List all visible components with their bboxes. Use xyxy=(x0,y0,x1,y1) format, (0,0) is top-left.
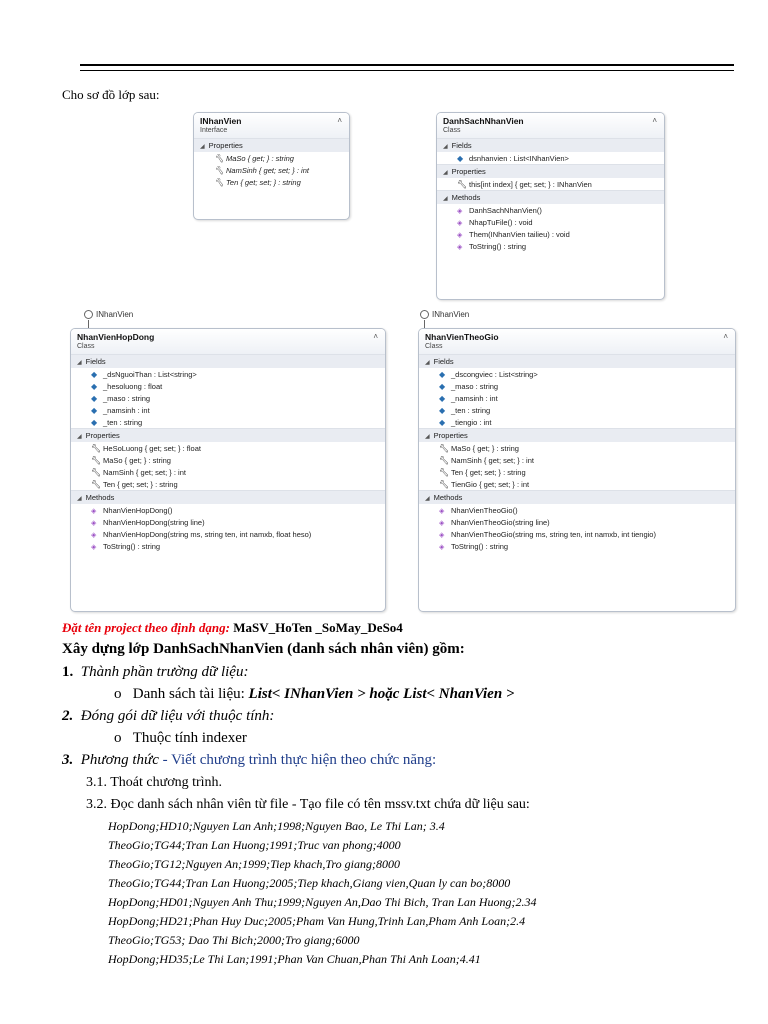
data-line: HopDong;HD35;Le Thi Lan;1991;Phan Van Chuan,Phan Thi Anh Loan;4.41 xyxy=(108,952,481,966)
field-icon: ◆ xyxy=(439,405,446,415)
property-row: 🔧︎ MaSo { get; } : string xyxy=(439,443,519,453)
method-row: ◈ Them(INhanVien tailieu) : void xyxy=(457,229,570,239)
section-methods: ◢ Methods xyxy=(71,490,385,504)
box-header xyxy=(194,113,349,138)
box-header xyxy=(71,329,385,354)
section-properties: ◢ Properties xyxy=(194,138,349,152)
interface-lollipop-left: INhanVien xyxy=(84,310,133,319)
method-row: ◈ NhanVienTheoGio() xyxy=(439,505,518,515)
field-icon: ◆ xyxy=(91,369,98,379)
box-kind: Class xyxy=(425,343,443,350)
property-row: 🔧︎ MaSo { get; } : string xyxy=(214,153,294,163)
property-row: 🔧︎ this[int index] { get; set; } : INhanVien xyxy=(457,179,592,189)
data-line: TheoGio;TG44;Tran Lan Huong;2005;Tiep khach,Giang vien,Quan ly can bo;8000 xyxy=(108,876,511,890)
property-row: 🔧︎ MaSo { get; } : string xyxy=(91,455,171,465)
triangle-icon: ◢ xyxy=(443,170,448,176)
project-name-line xyxy=(62,620,403,636)
field-row: ◆ _namsinh : int xyxy=(439,393,498,403)
collapse-icon: ˄ xyxy=(337,116,342,125)
item-3 xyxy=(62,752,436,769)
data-line: HopDong;HD21;Phan Huy Duc;2005;Pham Van Hung,Trinh Lan,Pham Anh Loan;2.4 xyxy=(108,914,526,928)
field-row: ◆ _maso : string xyxy=(439,381,499,391)
box-kind: Interface xyxy=(200,127,228,134)
wrench-icon: 🔧︎ xyxy=(91,443,102,453)
triangle-icon: ◢ xyxy=(77,434,82,440)
wrench-icon: 🔧︎ xyxy=(91,479,102,489)
triangle-icon: ◢ xyxy=(200,144,205,150)
field-icon: ◆ xyxy=(91,417,98,427)
box-title: NhanVienHopDong xyxy=(77,332,155,342)
property-row: 🔧︎ NamSinh { get; set; } : int xyxy=(214,165,309,175)
method-row: ◈ ToString() : string xyxy=(91,541,161,551)
item-1-bullet: o Danh sách tài liệu: List< INhanVien > hoặc List< NhanVien > xyxy=(114,686,515,702)
method-icon: ◈ xyxy=(91,531,97,539)
field-row: ◆ _maso : string xyxy=(91,393,151,403)
method-icon: ◈ xyxy=(457,231,463,239)
property-row: 🔧︎ Ten { get; set; } : string xyxy=(214,177,301,187)
item-2-bullet: o Thuộc tính indexer xyxy=(114,730,247,746)
class-box-danhsachnhanvien xyxy=(436,112,665,300)
project-label: Đặt tên project theo định dạng: xyxy=(62,620,230,635)
wrench-icon: 🔧︎ xyxy=(91,455,102,465)
field-icon: ◆ xyxy=(91,405,98,415)
triangle-icon: ◢ xyxy=(443,196,448,202)
field-icon: ◆ xyxy=(91,381,98,391)
method-row: ◈ DanhSachNhanVien() xyxy=(457,205,542,215)
method-row: ◈ NhanVienHopDong(string ms, string ten, int namxb, float heso) xyxy=(91,529,312,539)
wrench-icon: 🔧︎ xyxy=(214,153,225,163)
property-row: 🔧︎ Ten { get; set; } : string xyxy=(91,479,178,489)
field-row: ◆ _namsinh : int xyxy=(91,405,150,415)
method-icon: ◈ xyxy=(91,519,97,527)
data-line: HopDong;HD10;Nguyen Lan Anh;1998;Nguyen Bao, Le Thi Lan; 3.4 xyxy=(108,819,445,833)
property-row: 🔧︎ TienGio { get; set; } : int xyxy=(439,479,530,489)
field-row: ◆ dsnhanvien : List<INhanVien> xyxy=(457,153,569,163)
section-properties: ◢ Properties xyxy=(71,428,385,442)
field-icon: ◆ xyxy=(439,393,446,403)
wrench-icon: 🔧︎ xyxy=(457,179,468,189)
interface-circle-icon xyxy=(84,310,93,319)
method-row: ◈ ToString() : string xyxy=(457,241,527,251)
section-fields: ◢ Fields xyxy=(71,354,385,368)
section-properties: ◢ Properties xyxy=(437,164,664,178)
heading: Xây dựng lớp DanhSachNhanVien (danh sách nhân viên) gồm: xyxy=(62,641,465,657)
wrench-icon: 🔧︎ xyxy=(214,165,225,175)
box-header xyxy=(437,113,664,138)
field-icon: ◆ xyxy=(457,153,464,163)
triangle-icon: ◢ xyxy=(425,496,430,502)
interface-lollipop-right: INhanVien xyxy=(420,310,469,319)
class-box-nhanvienhopdong xyxy=(70,328,386,612)
collapse-icon: ˄ xyxy=(652,116,657,125)
bullet-icon: o xyxy=(114,730,122,746)
data-line: TheoGio;TG44;Tran Lan Huong;1991;Truc van phong;4000 xyxy=(108,838,401,852)
item-text: Đóng gói dữ liệu với thuộc tính: xyxy=(80,708,275,724)
item-1 xyxy=(62,664,248,681)
method-icon: ◈ xyxy=(439,507,445,515)
item-text-blue: - Viết chương trình thực hiện theo chức năng: xyxy=(158,752,437,768)
wrench-icon: 🔧︎ xyxy=(439,479,450,489)
method-row: ◈ NhapTuFile() : void xyxy=(457,217,533,227)
method-row: ◈ NhanVienTheoGio(string ms, string ten, int namxb, int tiengio) xyxy=(439,529,656,539)
item-number: 1. xyxy=(62,664,74,680)
method-row: ◈ NhanVienHopDong() xyxy=(91,505,173,515)
triangle-icon: ◢ xyxy=(443,144,448,150)
item-text: Thành phần trường dữ liệu: xyxy=(80,664,249,680)
method-icon: ◈ xyxy=(439,531,445,539)
item-text: Phương thức xyxy=(80,752,159,768)
wrench-icon: 🔧︎ xyxy=(439,455,450,465)
wrench-icon: 🔧︎ xyxy=(439,467,450,477)
item-2 xyxy=(62,708,274,725)
box-header xyxy=(419,329,735,354)
field-icon: ◆ xyxy=(439,381,446,391)
triangle-icon: ◢ xyxy=(425,434,430,440)
method-row: ◈ NhanVienHopDong(string line) xyxy=(91,517,205,527)
top-rule-thin xyxy=(80,70,734,71)
wrench-icon: 🔧︎ xyxy=(91,467,102,477)
field-row: ◆ _tiengio : int xyxy=(439,417,492,427)
triangle-icon: ◢ xyxy=(77,360,82,366)
box-kind: Class xyxy=(443,127,461,134)
item-number: 3. xyxy=(62,752,74,768)
field-row: ◆ _ten : string xyxy=(91,417,143,427)
box-title: INhanVien xyxy=(200,116,242,126)
section-methods: ◢ Methods xyxy=(437,190,664,204)
data-line: TheoGio;TG53; Dao Thi Bich;2000;Tro giang;6000 xyxy=(108,933,360,947)
project-name: MaSV_HoTen _SoMay_DeSo4 xyxy=(229,620,403,635)
bullet-icon: o xyxy=(114,686,122,702)
section-fields: ◢ Fields xyxy=(437,138,664,152)
field-icon: ◆ xyxy=(439,369,446,379)
top-rule xyxy=(80,64,734,66)
method-row: ◈ ToString() : string xyxy=(439,541,509,551)
box-title: NhanVienTheoGio xyxy=(425,332,499,342)
section-fields: ◢ Fields xyxy=(419,354,735,368)
method-row: ◈ NhanVienTheoGio(string line) xyxy=(439,517,550,527)
field-row: ◆ _hesoluong : float xyxy=(91,381,163,391)
triangle-icon: ◢ xyxy=(77,496,82,502)
triangle-icon: ◢ xyxy=(425,360,430,366)
interface-circle-icon xyxy=(420,310,429,319)
method-icon: ◈ xyxy=(457,243,463,251)
field-icon: ◆ xyxy=(91,393,98,403)
method-icon: ◈ xyxy=(439,543,445,551)
class-box-inhanvien xyxy=(193,112,350,220)
collapse-icon: ˄ xyxy=(723,332,728,341)
data-line: TheoGio;TG12;Nguyen An;1999;Tiep khach,Tro giang;8000 xyxy=(108,857,400,871)
field-row: ◆ _dsNguoiThan : List<string> xyxy=(91,369,197,379)
data-line: HopDong;HD01;Nguyen Anh Thu;1999;Nguyen An,Dao Thi Bich, Tran Lan Huong;2.34 xyxy=(108,895,537,909)
method-icon: ◈ xyxy=(457,219,463,227)
method-icon: ◈ xyxy=(439,519,445,527)
field-row: ◆ _ten : string xyxy=(439,405,491,415)
wrench-icon: 🔧︎ xyxy=(214,177,225,187)
field-icon: ◆ xyxy=(439,417,446,427)
box-title: DanhSachNhanVien xyxy=(443,116,524,126)
method-icon: ◈ xyxy=(91,543,97,551)
property-row: 🔧︎ Ten { get; set; } : string xyxy=(439,467,526,477)
wrench-icon: 🔧︎ xyxy=(439,443,450,453)
intro-text: Cho sơ đồ lớp sau: xyxy=(62,87,160,102)
section-methods: ◢ Methods xyxy=(419,490,735,504)
box-kind: Class xyxy=(77,343,95,350)
item-number: 2. xyxy=(62,708,74,724)
section-properties: ◢ Properties xyxy=(419,428,735,442)
collapse-icon: ˄ xyxy=(373,332,378,341)
property-row: 🔧︎ HeSoLuong { get; set; } : float xyxy=(91,443,201,453)
sub-item-3-2: 3.2. Đọc danh sách nhân viên từ file - Tạo file có tên mssv.txt chứa dữ liệu sau: xyxy=(86,797,530,812)
emphasis-text: List< INhanVien > hoặc List< NhanVien > xyxy=(248,686,515,702)
property-row: 🔧︎ NamSinh { get; set; } : int xyxy=(439,455,534,465)
class-box-nhanvientheogio xyxy=(418,328,736,612)
property-row: 🔧︎ NamSinh { get; set; } : int xyxy=(91,467,186,477)
sub-item-3-1: 3.1. Thoát chương trình. xyxy=(86,775,223,790)
field-row: ◆ _dscongviec : List<string> xyxy=(439,369,538,379)
method-icon: ◈ xyxy=(91,507,97,515)
method-icon: ◈ xyxy=(457,207,463,215)
